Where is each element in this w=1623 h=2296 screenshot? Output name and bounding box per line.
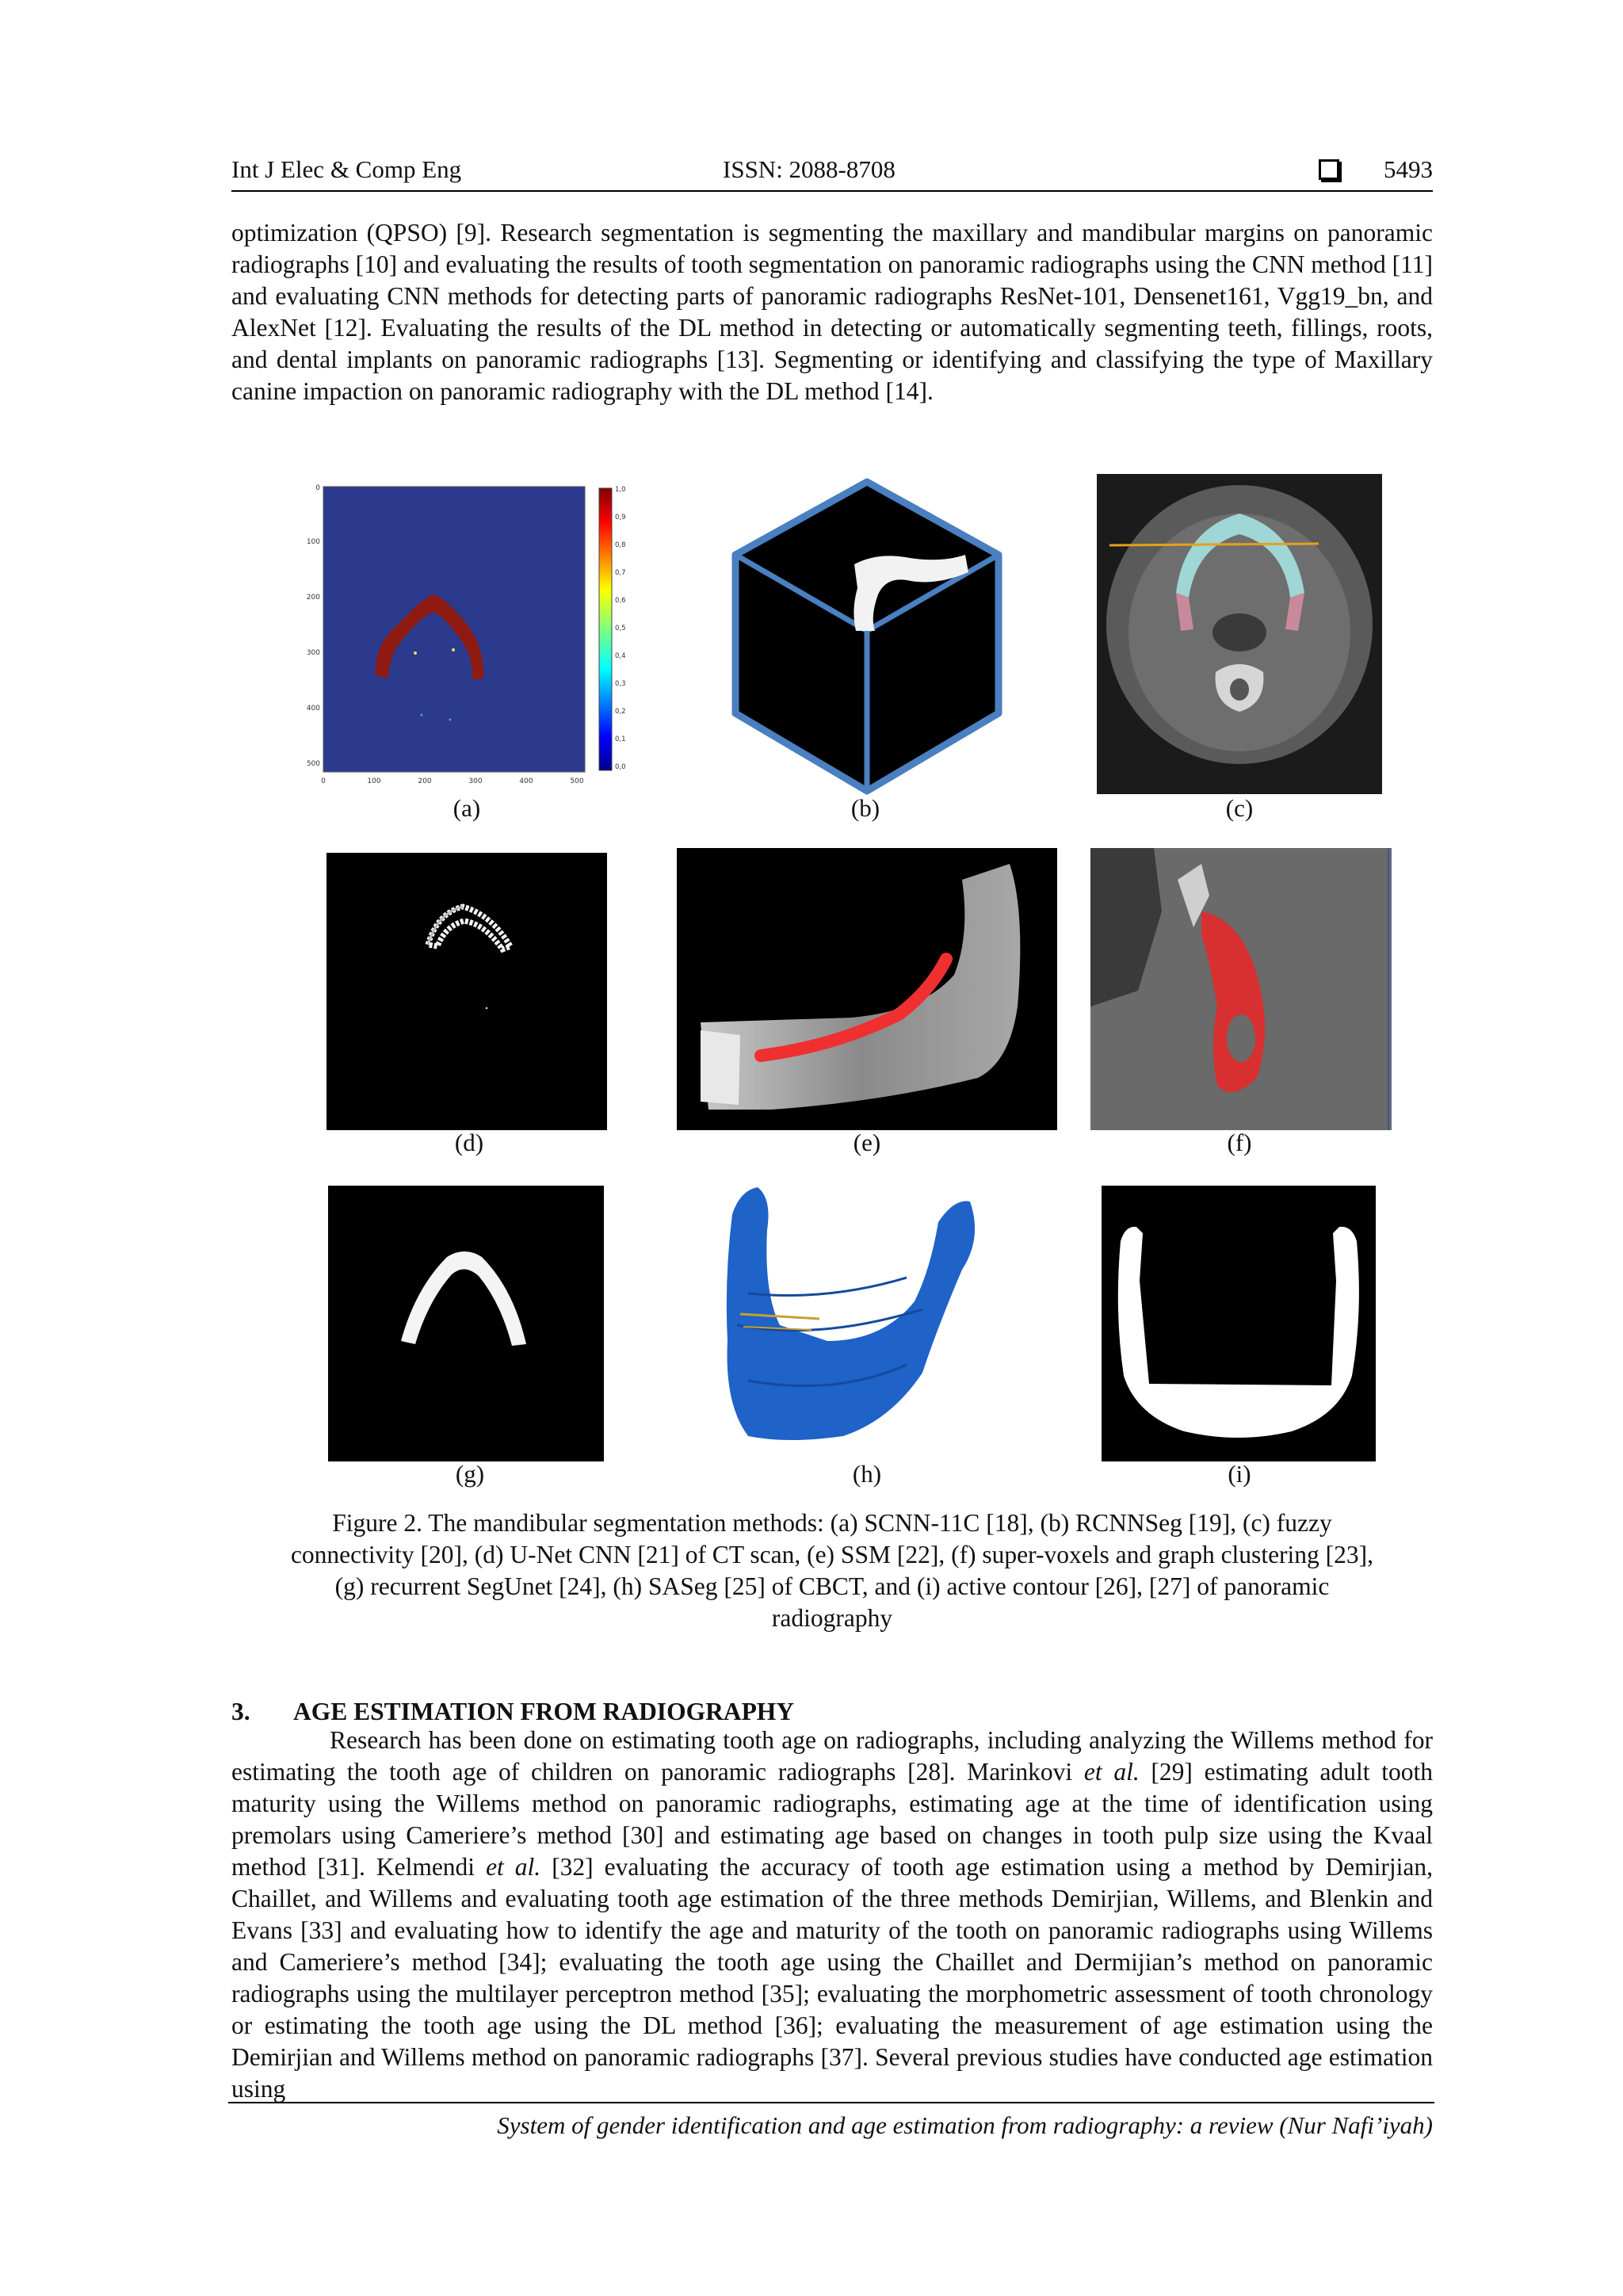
x-tick-200: 200 [418,777,432,785]
cbar-tick: 0,1 [615,735,626,743]
caption-line: (g) recurrent SegUnet [24], (h) SASeg [25] of CBCT, and (i) active contour [26], [27] of panoramic [334,1572,1330,1600]
panel-label-c: (c) [1225,794,1254,822]
panel-label-e: (e) [853,1129,881,1156]
body-text-part: [29] estimating adult tooth maturity using the Willems method on panoramic radiographs, estimating age at the time of identification using premolars using Cameriere’s method [30] and estimating age based on changes in tooth pulp size using the Kvaal method [31]. Kelmendi [231,1758,1433,1881]
colorbar [599,488,612,770]
x-tick-500: 500 [570,777,584,785]
y-tick-300: 300 [306,649,320,657]
figure-panel-a [295,480,643,800]
x-tick-300: 300 [468,777,483,785]
et-al-italic: et al. [1083,1758,1140,1786]
cbar-tick: 0,4 [615,652,626,660]
panel-label-d: (d) [454,1129,484,1156]
cbar-tick: 0,0 [615,763,626,771]
caption-line: radiography [771,1604,893,1632]
y-tick-100: 100 [306,538,320,546]
cbar-tick: 1,0 [615,486,626,494]
panel-label-f: (f) [1227,1129,1252,1156]
issn: ISSN: 2088-8708 [723,155,896,183]
body-text [231,1725,1433,2105]
section-heading [231,1698,794,1726]
segunet-mask-image [328,1186,604,1461]
cbar-tick: 0,7 [615,569,626,577]
body-text-part: [32] evaluating the accuracy of tooth age estimation using a method by Demirjian, Chaillet, and Willems and evaluating tooth age estimation of the three methods Demirjian, Willems, and Blenkin and Evans [33] and evaluating how to identify the age and maturity of the tooth on panoramic radiographs using Willems and Cameriere’s method [34]; evaluating the tooth age using the Chaillet and Dermijian’s method on panoramic radiographs using the multilayer perceptron method [35]; evaluating the morphometric assessment of tooth chronology or estimating the tooth age using the DL method [36]; evaluating the measurement of age estimation using the Demirjian and Willems method on panoramic radiographs [37]. Several previous studies have conducted age estimation using [231,1853,1433,2103]
caption-line: connectivity [20], (d) U-Net CNN [21] of CT scan, (e) SSM [22], (f) super-voxels and graph clustering [23], [290,1541,1374,1568]
y-tick-400: 400 [306,705,320,712]
figure-panel-h [701,1182,1025,1455]
active-contour-mask-image [1102,1186,1376,1461]
cbar-tick: 0,5 [615,625,626,632]
y-tick-500: 500 [306,760,320,768]
intro-text: optimization (QPSO) [9]. Research segmentation is segmenting the maxillary and mandibular margins on panoramic radiographs [10] and evaluating the results of tooth segmentation on panoramic radiographs using the CNN method [11] and evaluating CNN methods for detecting parts of panoramic radiographs ResNet-101, Densenet161, Vgg19_bn, and AlexNet [12]. Evaluating the results of the DL method in detecting or automatically segmenting teeth, fillings, roots, and dental implants on panoramic radiographs [13]. Segmenting or identifying and classifying the type of Maxillary canine impaction on panoramic radiography with the DL method [14]. [231,219,1433,405]
et-al-italic: et al. [486,1853,541,1881]
cbar-tick: 0,6 [615,597,626,605]
figure-panel-f [1090,848,1392,1130]
cbar-tick: 0,8 [615,541,626,549]
ssm-image [677,848,1057,1130]
figure-caption [231,1507,1433,1634]
ct-axial-image [1097,474,1382,794]
saseg-3d-render [701,1182,1025,1455]
figure-panel-b [727,476,1006,797]
panel-label-g: (g) [455,1460,485,1488]
caption-line: Figure 2. The mandibular segmentation methods: (a) SCNN-11C [18], (b) RCNNSeg [19], (c) fuzzy [332,1509,1332,1537]
figure-panel-e [677,848,1057,1130]
unet-mask-image [327,853,607,1130]
figure-panel-g [328,1186,604,1461]
supervoxel-image [1090,848,1392,1130]
y-tick-200: 200 [306,594,320,602]
footer-rule [228,2102,1434,2103]
cbar-tick: 0,3 [615,680,626,688]
checkbox-square-icon [1319,159,1339,180]
running-header [231,155,1433,192]
cube-render [727,476,1006,797]
figure-panel-i [1102,1186,1376,1461]
cbar-tick: 0,9 [615,514,626,521]
figure-panel-d [327,853,607,1130]
running-footer: System of gender identification and age estimation from radiography: a review (Nur Nafi’iyah) [497,2111,1433,2139]
y-tick-0: 0 [315,484,320,492]
body-paragraph [231,1725,1433,2105]
intro-paragraph [231,217,1433,407]
section-number: 3. [231,1698,250,1725]
x-tick-100: 100 [367,777,381,785]
figure-panel-c [1097,474,1382,794]
panel-label-a: (a) [453,794,481,822]
x-tick-0: 0 [321,777,326,785]
panel-label-h: (h) [852,1460,882,1488]
heatmap-plot [295,480,643,800]
x-tick-400: 400 [519,777,533,785]
journal-name: Int J Elec & Comp Eng [231,155,462,183]
panel-label-i: (i) [1228,1460,1251,1488]
section-title: AGE ESTIMATION FROM RADIOGRAPHY [293,1698,795,1725]
page-number: 5493 [1384,155,1433,183]
panel-label-b: (b) [850,794,880,822]
cbar-tick: 0,2 [615,708,626,716]
body-text-part: Research has been done on estimating tooth age on radiographs, including analyzing the Willems method for estimating the tooth age of children on panoramic radiographs [28]. Marinkovi [231,1726,1433,1786]
